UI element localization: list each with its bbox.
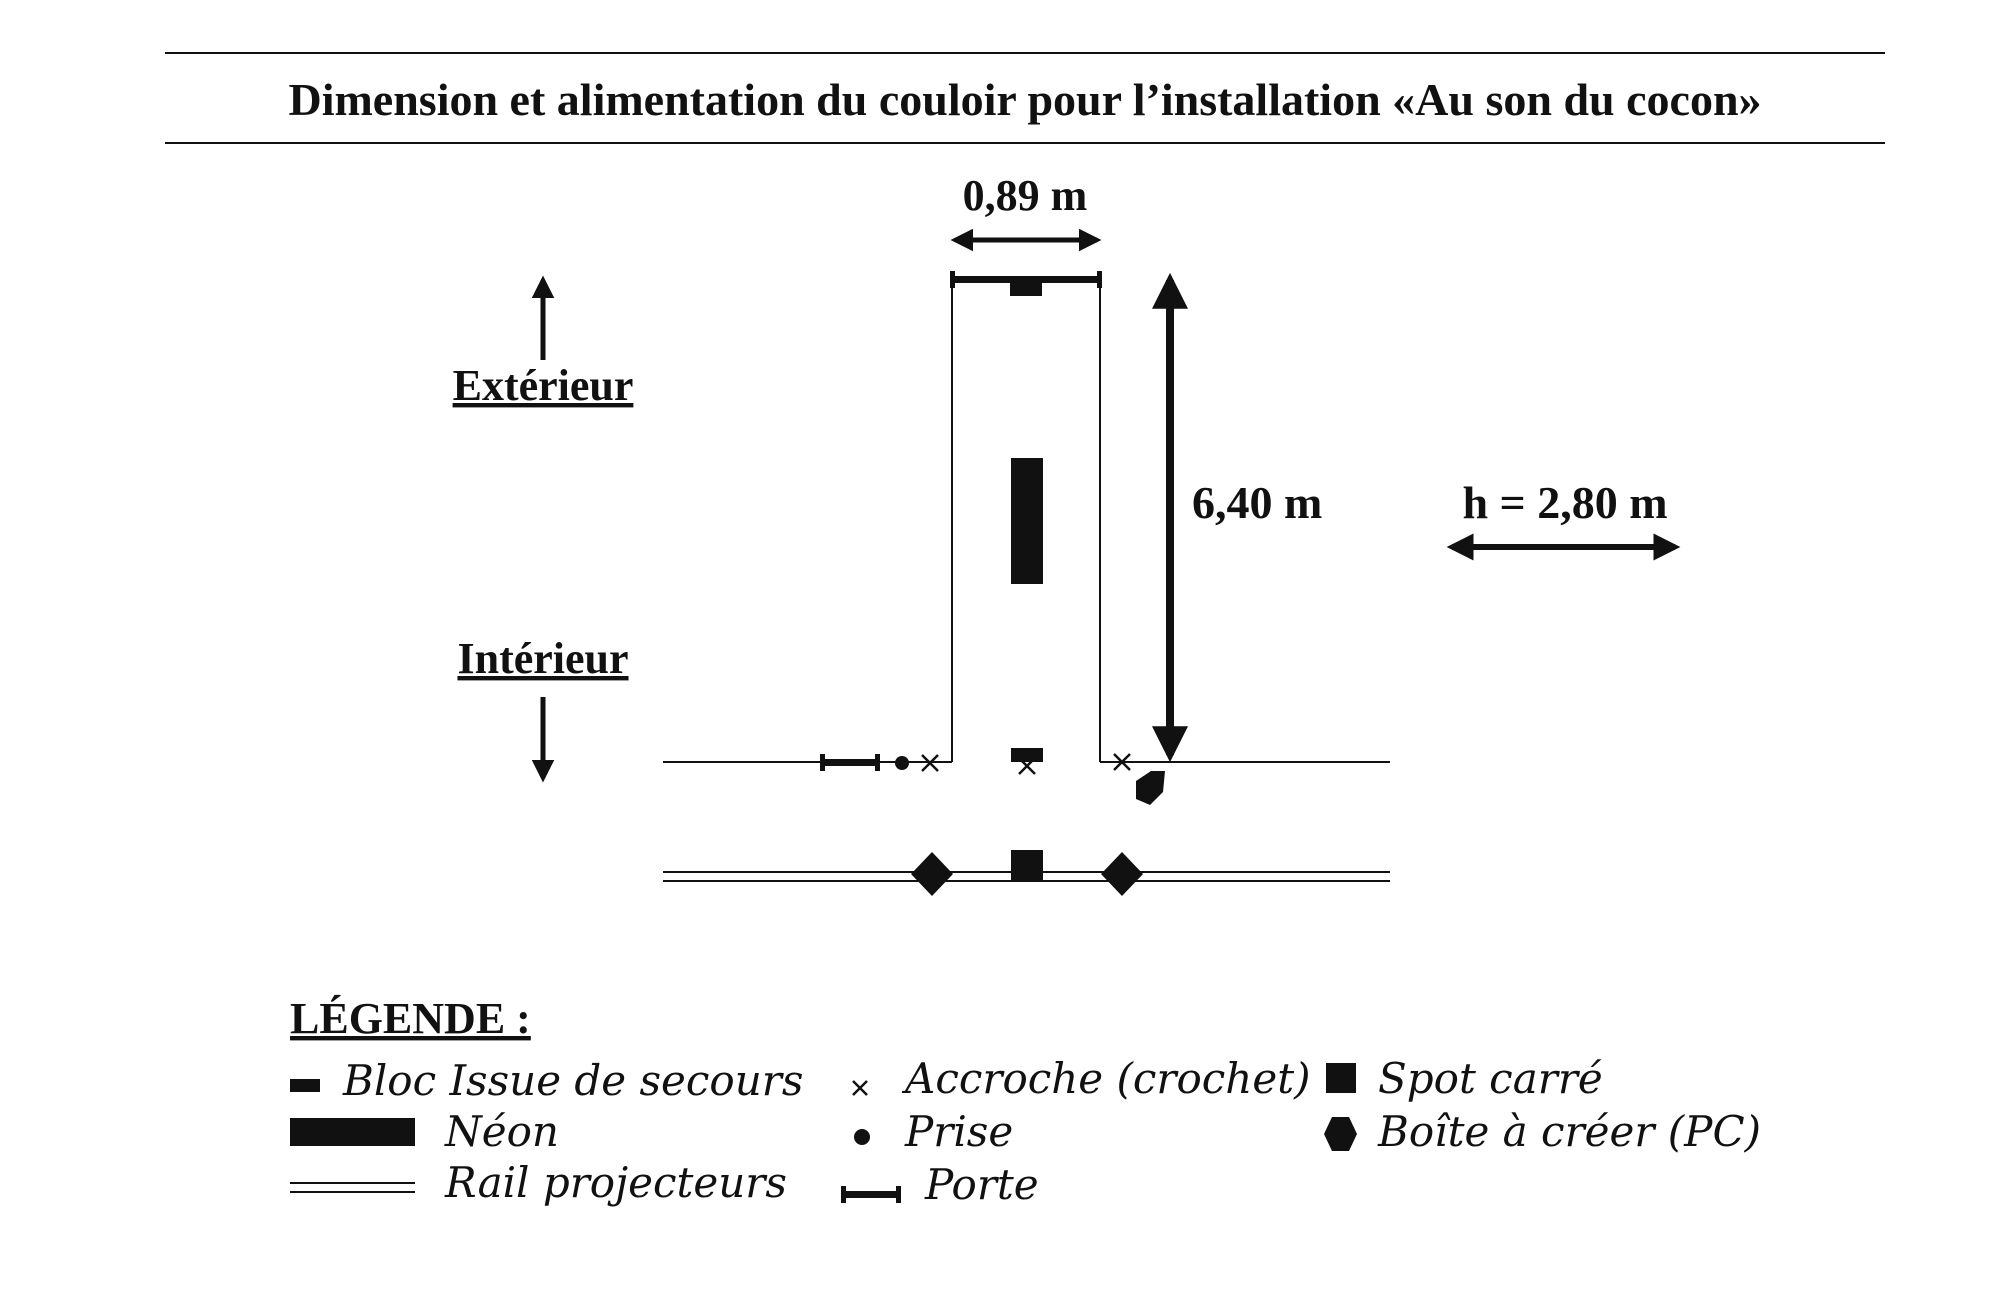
- legend-box-symbol: [1324, 1117, 1357, 1151]
- legend-box-label: Boîte à créer (PC): [1378, 1107, 1761, 1156]
- neon-light: [1011, 458, 1043, 584]
- exit-block-top: [1010, 283, 1042, 296]
- legend-door-label: Porte: [925, 1160, 1039, 1209]
- legend-outlet-label: Prise: [905, 1107, 1014, 1156]
- legend-neon-symbol: [290, 1118, 415, 1146]
- exit-block-bottom: [1011, 748, 1043, 762]
- spot-square: [1011, 850, 1043, 882]
- legend-outlet-symbol: [854, 1129, 870, 1145]
- legend-door-symbol: [841, 1186, 901, 1203]
- length-label: 6,40 m: [1192, 477, 1323, 528]
- legend-exit-block-symbol: [290, 1079, 320, 1092]
- legend-hook-symbol: [853, 1081, 867, 1095]
- legend-spot-label: Spot carré: [1378, 1054, 1603, 1103]
- outlet-wall: [895, 756, 909, 770]
- legend-rail-symbol: [290, 1183, 415, 1192]
- legend-neon-label: Néon: [445, 1107, 559, 1156]
- width-label: 0,89 m: [962, 171, 1088, 220]
- legend-spot-symbol: [1326, 1063, 1356, 1093]
- spot-diamond-left: [911, 852, 953, 896]
- legend-hook-label: Accroche (crochet): [905, 1054, 1311, 1103]
- exterior-label: Extérieur: [452, 361, 634, 410]
- spot-diamond-right: [1101, 852, 1143, 896]
- diagram-title: Dimension et alimentation du couloir pour l’installation «Au son du cocon»: [288, 74, 1762, 125]
- legend-rail-label: Rail projecteurs: [445, 1158, 787, 1207]
- height-label: h = 2,80 m: [1462, 477, 1668, 528]
- door-left: [820, 754, 880, 771]
- box-pc: [1136, 771, 1165, 805]
- legend-exit-block-label: Bloc Issue de secours: [343, 1056, 804, 1105]
- legend-heading: LÉGENDE :: [290, 994, 531, 1043]
- interior-label: Intérieur: [457, 634, 629, 683]
